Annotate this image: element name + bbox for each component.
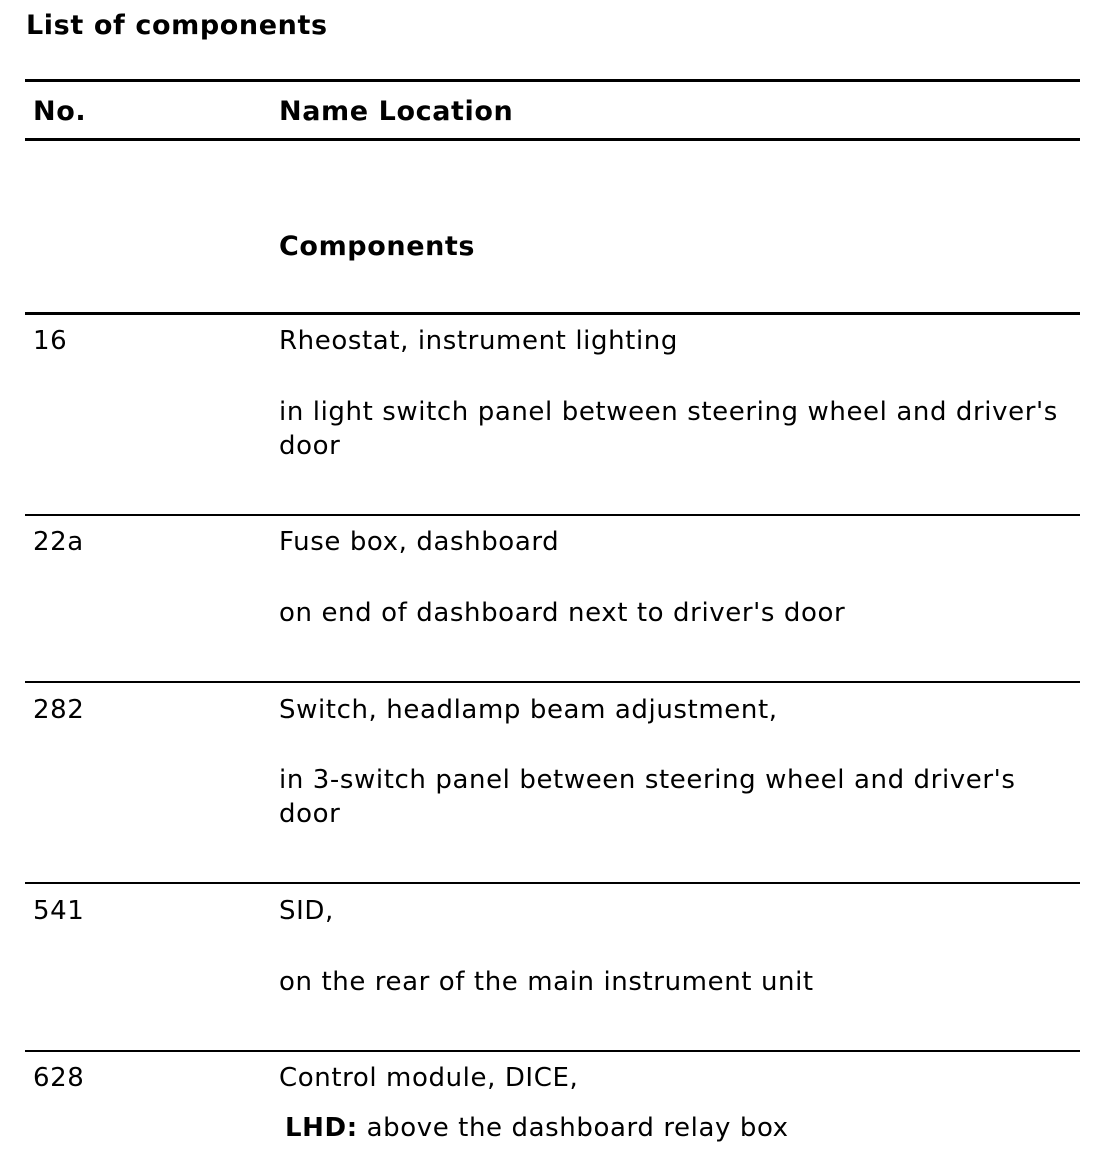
component-location <box>285 1113 1075 1143</box>
component-location: on end of dashboard next to driver's door <box>279 598 846 628</box>
row-divider <box>25 514 1080 516</box>
table-top-rule <box>25 79 1080 82</box>
row-divider <box>25 681 1080 683</box>
component-location: in 3-switch panel between steering wheel and driver's door <box>279 765 1016 829</box>
component-number: 628 <box>33 1063 85 1093</box>
page-title: List of components <box>26 10 328 41</box>
component-number: 16 <box>33 326 68 356</box>
header-bottom-rule <box>25 138 1080 141</box>
component-name: Control module, DICE, <box>279 1063 579 1093</box>
component-name: Switch, headlamp beam adjustment, <box>279 695 778 725</box>
row-divider <box>25 1050 1080 1052</box>
row-divider <box>25 882 1080 884</box>
header-no: No. <box>33 96 87 127</box>
component-location: in light switch panel between steering wheel and driver's door <box>279 397 1058 461</box>
component-location: on the rear of the main instrument unit <box>279 967 814 997</box>
component-number: 22a <box>33 527 84 557</box>
component-location-text: above the dashboard relay box <box>357 1113 789 1143</box>
section-heading: Components <box>279 231 476 262</box>
component-name: SID, <box>279 896 334 926</box>
component-number: 541 <box>33 896 85 926</box>
component-number: 282 <box>33 695 85 725</box>
row-divider <box>25 312 1080 315</box>
header-name-location: Name Location <box>279 96 514 127</box>
lhd-label: LHD: <box>285 1113 358 1143</box>
component-name: Rheostat, instrument lighting <box>279 326 678 356</box>
component-name: Fuse box, dashboard <box>279 527 560 557</box>
